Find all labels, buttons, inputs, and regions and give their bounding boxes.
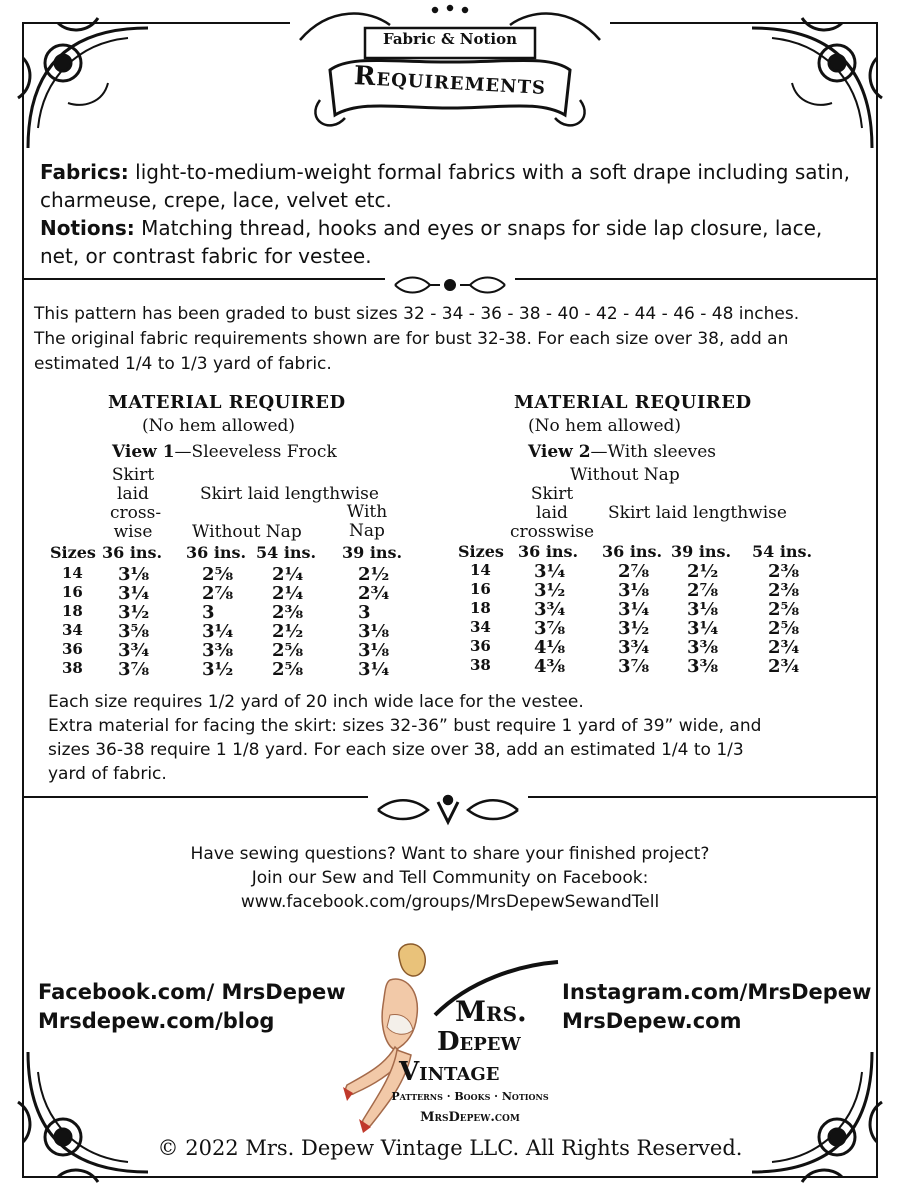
- table-title: MATERIAL REQUIRED: [108, 392, 346, 413]
- table-cell: 3¾: [618, 637, 650, 658]
- extra-notes: [48, 690, 858, 786]
- grading-line: estimated 1/4 to 1/3 yard of fabric.: [34, 354, 332, 374]
- ornament-divider-icon: [368, 792, 528, 832]
- blog-link[interactable]: Mrsdepew.com/blog: [38, 1009, 275, 1033]
- material-table-view-2: [458, 392, 838, 682]
- notions-label: Notions:: [40, 216, 135, 240]
- material-table-view-1: [50, 392, 420, 682]
- table-cell: 2⅝: [768, 618, 800, 639]
- site-link[interactable]: MrsDepew.com: [562, 1009, 742, 1033]
- table-cell: 3¼: [202, 621, 234, 642]
- table-cell: 4⅛: [534, 637, 566, 658]
- crosswise-header: [110, 465, 162, 542]
- table-subtitle: (No hem allowed): [528, 416, 682, 436]
- header-line: wise: [113, 522, 153, 542]
- column-header: 54 ins.: [256, 543, 317, 562]
- column-header: Sizes: [458, 542, 504, 561]
- table-cell: 18: [470, 599, 491, 617]
- table-cell: 3⅞: [534, 618, 566, 639]
- crosswise-header: [510, 485, 594, 542]
- view-heading: [112, 442, 337, 462]
- community-line: Have sewing questions? Want to share your finished project?: [190, 844, 710, 864]
- table-cell: 16: [62, 583, 83, 601]
- without-nap-header: Without Nap: [570, 465, 680, 485]
- column-header: 36 ins.: [602, 542, 663, 561]
- fabric-notion-section: [40, 158, 865, 270]
- table-cell: 3⅛: [358, 640, 390, 661]
- fabrics-text: light-to-medium-weight formal fabrics with a soft drape including satin, charmeuse, crepe, lace, velvet etc.: [40, 160, 850, 212]
- logo-tagline: Patterns · Books · Notions: [391, 1090, 549, 1103]
- note-line: sizes 36-38 require 1 1/8 yard. For each size over 38, add an estimated 1/4 to 1/3: [48, 740, 744, 760]
- table-cell: 2½: [358, 564, 390, 585]
- table-title: MATERIAL REQUIRED: [514, 392, 752, 413]
- header-banner: [290, 0, 610, 140]
- table-cell: 3⅝: [118, 621, 150, 642]
- fabrics-label: Fabrics:: [40, 160, 129, 184]
- table-cell: 38: [62, 659, 83, 677]
- facebook-link[interactable]: Facebook.com/ MrsDepew: [38, 980, 346, 1004]
- table-cell: 2⅞: [687, 580, 719, 601]
- table-cell: 2⅝: [272, 659, 304, 680]
- copyright: © 2022 Mrs. Depew Vintage LLC. All Rights Reserved.: [157, 1136, 743, 1160]
- column-header: 36 ins.: [518, 542, 579, 561]
- table-cell: 2⅝: [768, 599, 800, 620]
- lengthwise-group-header: Skirt laid lengthwise: [200, 484, 379, 504]
- table-cell: 3¾: [534, 599, 566, 620]
- grading-line: The original fabric requirements shown are for bust 32-38. For each size over 38, add an: [34, 329, 789, 349]
- social-links-right: [562, 978, 871, 1036]
- view-label: View 2: [528, 442, 591, 462]
- table-cell: 3⅜: [687, 637, 719, 658]
- table-cell: 34: [470, 618, 491, 636]
- column-header: 39 ins.: [342, 543, 403, 562]
- table-cell: 3½: [118, 602, 150, 623]
- logo-url: MrsDepew.com: [420, 1110, 520, 1125]
- view-label: View 1: [112, 442, 175, 462]
- table-cell: 3¼: [534, 561, 566, 582]
- table-cell: 2⅜: [768, 580, 800, 601]
- table-cell: 3⅜: [687, 656, 719, 677]
- grading-section: [34, 302, 869, 377]
- table-cell: 3¼: [118, 583, 150, 604]
- logo-line-3: Vintage: [399, 1057, 500, 1087]
- table-cell: 3⅛: [358, 621, 390, 642]
- table-cell: 2⅞: [618, 561, 650, 582]
- table-cell: 3⅛: [618, 580, 650, 601]
- note-line: Extra material for facing the skirt: sizes 32-36” bust require 1 yard of 39” wide, and: [48, 716, 762, 736]
- corner-flourish-icon: [8, 8, 158, 158]
- page-title: Requirements: [353, 60, 547, 102]
- table-cell: 2¾: [768, 656, 800, 677]
- table-cell: 2⅞: [202, 583, 234, 604]
- table-cell: 14: [62, 564, 83, 582]
- table-cell: 3¼: [687, 618, 719, 639]
- table-cell: 3½: [618, 618, 650, 639]
- table-cell: 2⅝: [272, 640, 304, 661]
- corner-flourish-icon: [742, 8, 892, 158]
- community-section: [100, 842, 800, 914]
- table-cell: 2½: [687, 561, 719, 582]
- table-cell: 2½: [272, 621, 304, 642]
- column-header: 39 ins.: [671, 542, 732, 561]
- table-cell: 3½: [534, 580, 566, 601]
- table-cell: 2¼: [272, 583, 304, 604]
- social-links-left: [38, 978, 346, 1036]
- table-cell: 36: [470, 637, 491, 655]
- ornament-divider-icon: [385, 270, 515, 300]
- logo-line-1: Mrs.: [455, 995, 527, 1028]
- note-line: Each size requires 1/2 yard of 20 inch wide lace for the vestee.: [48, 692, 584, 712]
- header-line: With: [346, 502, 388, 522]
- grading-line: This pattern has been graded to bust sizes 32 - 34 - 36 - 38 - 40 - 42 - 44 - 46 - 48 inches.: [34, 304, 800, 324]
- header-line: Skirt: [111, 465, 155, 485]
- column-header: 36 ins.: [186, 543, 247, 562]
- header-line: Skirt: [530, 484, 574, 504]
- table-cell: 3½: [202, 659, 234, 680]
- column-header: Sizes: [50, 543, 96, 562]
- table-cell: 3¼: [618, 599, 650, 620]
- view-desc: —Sleeveless Frock: [174, 442, 337, 462]
- column-header: 36 ins.: [102, 543, 163, 562]
- table-cell: 3⅞: [118, 659, 150, 680]
- table-cell: 3: [202, 602, 215, 623]
- table-cell: 14: [470, 561, 491, 579]
- table-subtitle: (No hem allowed): [142, 416, 296, 436]
- lengthwise-group-header: Skirt laid lengthwise: [608, 503, 787, 523]
- table-cell: 2¼: [272, 564, 304, 585]
- header-line: laid: [117, 484, 149, 504]
- table-cell: 2⅜: [272, 602, 304, 623]
- notions-paragraph: [40, 214, 865, 270]
- table-cell: 16: [470, 580, 491, 598]
- view-desc: —With sleeves: [590, 442, 717, 462]
- table-cell: 38: [470, 656, 491, 674]
- header-line: laid: [536, 503, 568, 523]
- note-line: yard of fabric.: [48, 764, 167, 784]
- with-nap-header: [345, 503, 389, 541]
- table-cell: 3¾: [118, 640, 150, 661]
- notions-text: Matching thread, hooks and eyes or snaps for side lap closure, lace, net, or contrast fabric for vestee.: [40, 216, 823, 268]
- without-nap-header: Without Nap: [192, 522, 302, 542]
- table-cell: 2⅝: [202, 564, 234, 585]
- header-line: cross-: [110, 503, 162, 523]
- header-subtitle: Fabric & Notion: [382, 30, 517, 48]
- table-cell: 2⅜: [768, 561, 800, 582]
- view-heading: [528, 442, 716, 462]
- fabrics-paragraph: [40, 158, 865, 214]
- table-cell: 34: [62, 621, 83, 639]
- table-cell: 3: [358, 602, 371, 623]
- table-cell: 3⅜: [202, 640, 234, 661]
- table-cell: 4⅜: [534, 656, 566, 677]
- community-line: Join our Sew and Tell Community on Facebook:: [251, 868, 649, 888]
- table-cell: 2¾: [768, 637, 800, 658]
- corner-flourish-icon: [742, 1042, 892, 1192]
- table-cell: 36: [62, 640, 83, 658]
- logo-line-2: Depew: [437, 1027, 521, 1057]
- table-cell: 2¾: [358, 583, 390, 604]
- corner-flourish-icon: [8, 1042, 158, 1192]
- instagram-link[interactable]: Instagram.com/MrsDepew: [562, 980, 872, 1004]
- table-cell: 3⅛: [118, 564, 150, 585]
- table-cell: 3¼: [358, 659, 390, 680]
- header-line: Nap: [349, 521, 385, 541]
- header-line: crosswise: [510, 522, 595, 542]
- table-cell: 3⅞: [618, 656, 650, 677]
- community-link[interactable]: www.facebook.com/groups/MrsDepewSewandTell: [240, 892, 660, 912]
- brand-logo: [335, 935, 575, 1135]
- table-cell: 3⅛: [687, 599, 719, 620]
- column-header: 54 ins.: [752, 542, 813, 561]
- table-cell: 18: [62, 602, 83, 620]
